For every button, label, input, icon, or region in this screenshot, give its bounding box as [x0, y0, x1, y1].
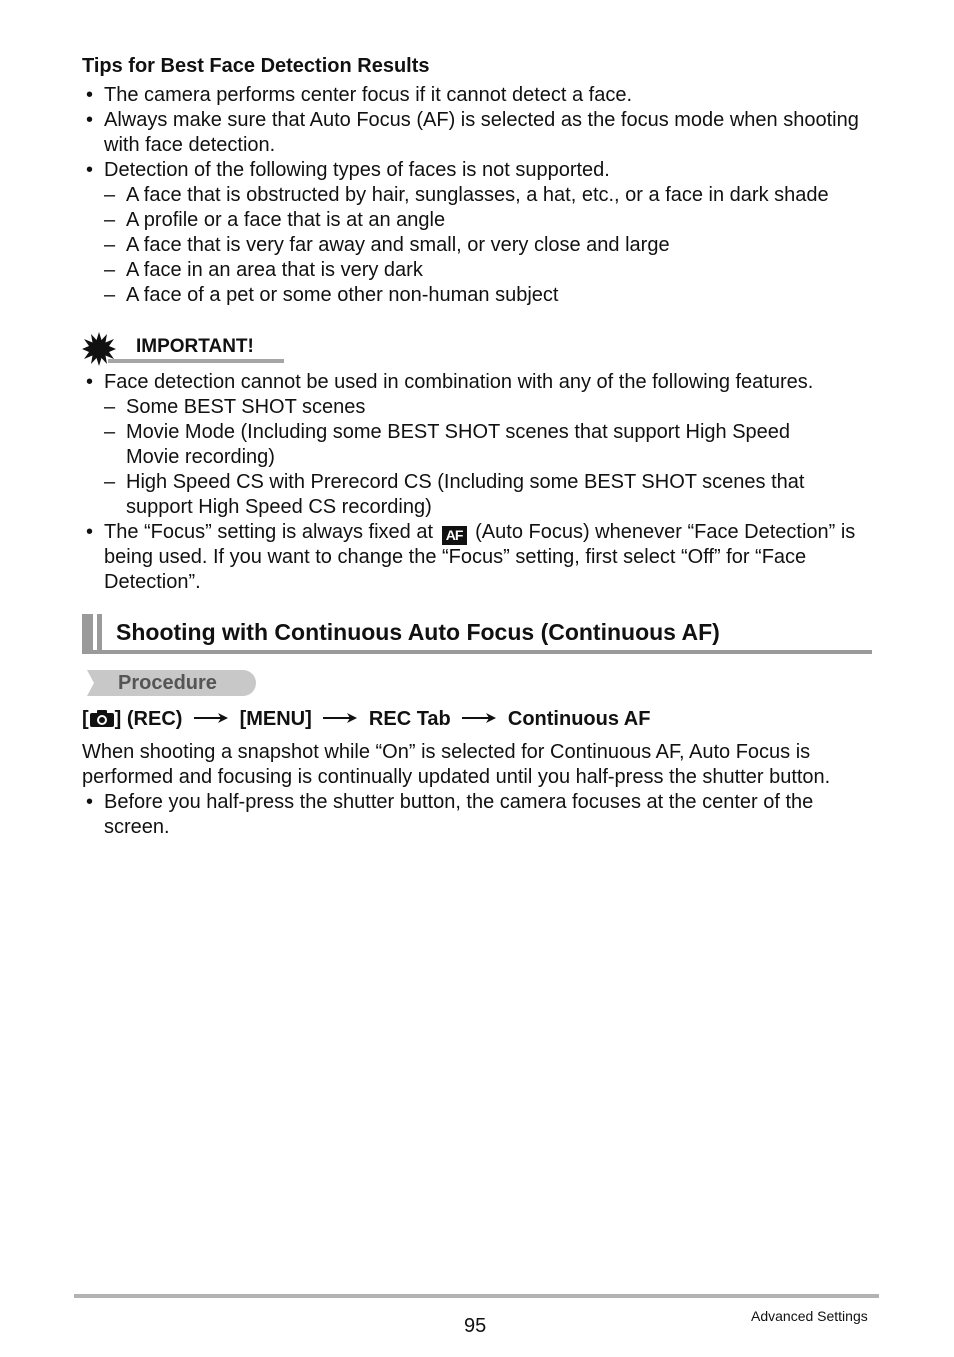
procedure-notch	[82, 670, 96, 696]
bullet-mark: •	[86, 371, 94, 393]
important-subitem-3	[104, 470, 854, 520]
tips-title: Tips for Best Face Detection Results	[82, 55, 430, 77]
bullet-text: The camera performs center focus if it cannot detect a face.	[104, 84, 633, 106]
heading-underline	[82, 650, 872, 654]
page-number: 95	[464, 1315, 487, 1337]
arrow-right-icon	[323, 712, 357, 724]
subitem-text: A face that is obstructed by hair, sunglasses, a hat, etc., or a face in dark shade	[126, 184, 829, 206]
procedure-label: Procedure	[118, 672, 217, 694]
section-heading	[82, 614, 872, 654]
path-rec: ] (REC)	[114, 708, 183, 730]
dash-mark: –	[104, 421, 116, 443]
tips-subitem-4	[104, 258, 874, 283]
path-tab: REC Tab	[368, 708, 451, 730]
path-bracket: [	[82, 708, 89, 730]
path-menu: [MENU]	[239, 708, 312, 730]
bullet-text: Before you half-press the shutter button, the camera focuses at the center of the screen.	[104, 791, 814, 838]
bullet-text-after: (Auto Focus) whenever “Face Detection” is being used. If you want to change the “Focus” setting, first select “Off” for “Face Detection”.	[104, 521, 856, 593]
bullet-mark: •	[86, 109, 94, 131]
bullet-mark: •	[86, 521, 94, 543]
subitem-text: Movie Mode (Including some BEST SHOT scenes that support High Speed Movie recording)	[126, 421, 791, 468]
important-heading	[82, 332, 286, 362]
bullet-text: Always make sure that Auto Focus (AF) is selected as the focus mode when shooting with face detection.	[104, 109, 859, 156]
important-subitem-1	[104, 395, 874, 420]
subitem-text: A face in an area that is very dark	[126, 259, 423, 281]
body-paragraph: When shooting a snapshot while “On” is selected for Continuous AF, Auto Focus is performed and focusing is continually updated until you half-press the shutter button.	[82, 741, 831, 788]
tips-bullet-1	[82, 83, 872, 108]
tips-subitem-5	[104, 283, 874, 308]
dash-mark: –	[104, 259, 116, 281]
tips-subitem-1	[104, 183, 874, 208]
arrow-right-icon	[462, 712, 496, 724]
dash-mark: –	[104, 396, 116, 418]
heading-bar	[82, 614, 93, 652]
heading-bar-thin	[97, 614, 102, 652]
important-subitem-2	[104, 420, 844, 470]
important-bullet-1	[82, 370, 872, 395]
auto-focus-icon: AF	[442, 526, 467, 545]
subitem-text: A face of a pet or some other non-human subject	[126, 284, 559, 306]
tips-bullet-3	[82, 158, 872, 183]
tips-subitem-3	[104, 233, 874, 258]
camera-icon	[89, 709, 115, 727]
bullet-mark: •	[86, 791, 94, 813]
bullet-mark: •	[86, 159, 94, 181]
subitem-text: High Speed CS with Prerecord CS (Including some BEST SHOT scenes that support High Speed CS recording)	[126, 471, 805, 518]
procedure-tag	[82, 670, 256, 696]
dash-mark: –	[104, 209, 116, 231]
important-underline	[108, 359, 284, 363]
bullet-mark: •	[86, 84, 94, 106]
dash-mark: –	[104, 234, 116, 256]
dash-mark: –	[104, 471, 116, 493]
bullet-text: Detection of the following types of faces is not supported.	[104, 159, 610, 181]
important-bullet-2	[82, 520, 872, 595]
dash-mark: –	[104, 184, 116, 206]
bullet-text: Face detection cannot be used in combination with any of the following features.	[104, 371, 814, 393]
subitem-text: A face that is very far away and small, or very close and large	[126, 234, 670, 256]
subitem-text: A profile or a face that is at an angle	[126, 209, 446, 231]
tips-subitem-2	[104, 208, 874, 233]
body-bullet	[82, 790, 862, 840]
footer-rule	[74, 1294, 879, 1298]
important-label: IMPORTANT!	[136, 336, 254, 357]
dash-mark: –	[104, 284, 116, 306]
arrow-right-icon	[194, 712, 228, 724]
section-title: Shooting with Continuous Auto Focus (Continuous AF)	[116, 619, 720, 645]
bullet-text-before: The “Focus” setting is always fixed at	[104, 521, 434, 543]
footer-section-label: Advanced Settings	[751, 1308, 868, 1324]
path-item: Continuous AF	[507, 708, 651, 730]
menu-path	[82, 706, 650, 732]
tips-bullet-2	[82, 108, 872, 158]
bullet-text	[104, 520, 872, 595]
subitem-text: Some BEST SHOT scenes	[126, 396, 366, 418]
